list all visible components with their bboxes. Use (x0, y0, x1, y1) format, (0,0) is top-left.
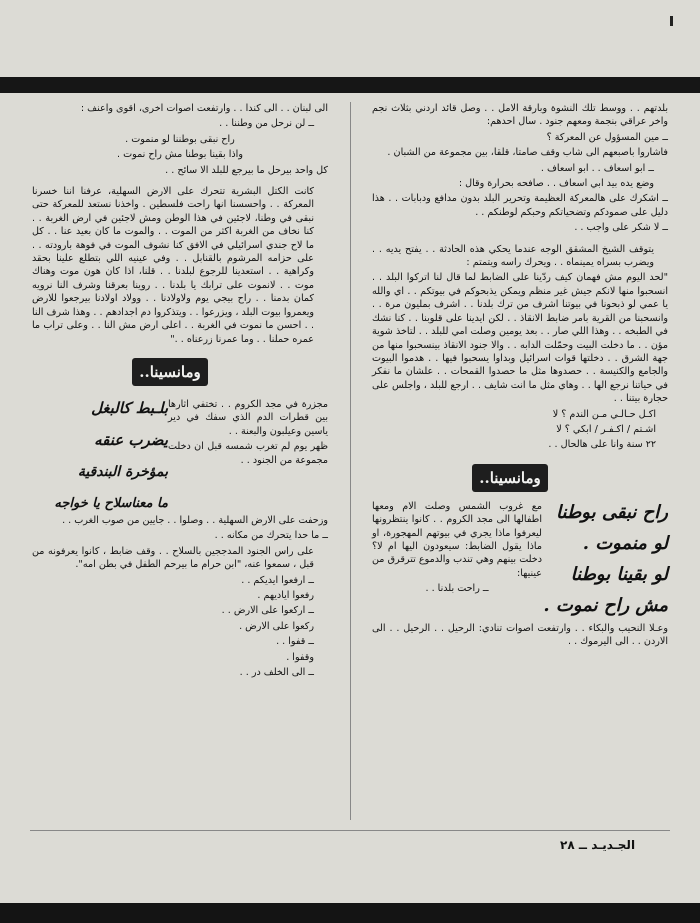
paragraph: وضع يده بيد ابي اسعاف . . صافحه بحرارة وقال : (458, 178, 654, 190)
paragraph: يتوقف الشيخ المشقق الوجه عندما يحكي هذه الحادثة . . يفتح يديه . . ويضرب بسراه يمينماه . . ويحرك راسه ويتمتم : (372, 243, 654, 269)
paragraph: مع غروب الشمس وصلت الام ومعها اطفالها الى مجد الكروم . . كانوا ينتظرونها ليعرفوا ماذا يجري في بيوتهم المهجورة، او ماذا يقول الضابط: سيعودون اليها ام لا؟ دخلت بينهم وهي تندب والدموع تترقرق من عينيها: (372, 500, 542, 579)
dialogue-line: ــ مين المسؤول عن المعركة ؟ (546, 131, 668, 143)
verse-line: اشـتم / اكـفـر / ابكي ؟ لا (556, 423, 656, 435)
slogan-line: ما معناسلاح يا خواجه (54, 495, 168, 511)
dialogue-line: ــ لن نرحل من وطننا . . (219, 118, 314, 130)
paragraph: وزحفت على الارض السهلية . . وصلوا . . جايين من صوب الغرب . . (62, 514, 328, 526)
slogan-stack (32, 398, 168, 514)
column-divider (350, 102, 351, 820)
footer-rule (30, 830, 670, 831)
slogan-line: بلـبط كالبغل (91, 398, 168, 417)
paragraph: الى لبنان . . الى كندا . . وارتفعت اصوات اخرى، اقوى واعنف : (80, 103, 328, 114)
corner-mark-icon (668, 16, 676, 26)
slogan-line: راح نبقى بوطنا (556, 501, 668, 523)
slogan-line: مش راح نموت . (543, 594, 668, 616)
right-tag-row (372, 458, 668, 500)
section-tag-banner: ومانسينا.. (472, 464, 548, 492)
dialogue-line: ــ قفوا . . (276, 636, 314, 648)
article-column-right (372, 102, 668, 651)
verse-line: واذا بقينا بوطنا مش راح نموت . (117, 149, 243, 161)
dialogue-line: رفعوا اياديهم . (257, 589, 314, 601)
dialogue-line: كل واحد بيرحل ما بيرجع للبلد الا سائح . . (165, 164, 328, 176)
dialogue-line: ــ اشكرك على هالمعركة العظيمة وتحرير البلد بدون مدافع ودبابات . . هذا دليل على صمودكم وتضحياتكم وحبكم لوطنكم . . (372, 193, 668, 218)
dialogue-line: ــ لا شكر على واجب . . (574, 222, 668, 234)
page-folio: الجـديـد ــ ٢٨ (560, 838, 636, 852)
verse-line: اكـل حـالـي مـن الندم ؟ لا (552, 408, 656, 420)
slogan-line: لو منموت . (582, 532, 668, 554)
paragraph: كانت الكتل البشرية تتحرك على الارض السهلية، عرفنا اننا خسرنا المعركة . . واحسسنا انها راحت فلسطين . واخذنا نستعد للمعركة حتى نبقى في وطنا، لاجئين في هذا الوطن ومش لاجئين في ارض الغربة . . كنا نخاف من الغربة اكثر من الموت . . والموت ما كان بعيد عنا . . كل ما لاح جندي اسرائيلي في الافق كنا نشوف الموت في فوهة بارودته . . على حزامه المرشوم بالقنابل . . وفي عينيه اللي بتطلع علينا بحقد وكراهية . . استعدينا للرجوع لبلدنا . . قلنا، اذا كان هون موت وهناك موت . . لانموت على ترابك يا بلدنا . . روينا بعرقنا وشرف النا نرويه كمان بدمنا . . راح بيجي يوم ولاولادنا . . وولاد اولادنا بيرجعوا للارض ويعمروا بيوت البلد ، ويزرعوا . . ويتذكروا دم اجدادهم . . وهذا شرف النا . . احسن ما نموت في الغربة . . اعلى ارض مش النا . . وعلى تراب ما عمره حملنا . . وما عمرنا زرعناه . ." (32, 186, 314, 345)
paragraph: وعـلا النحيب والبكاء . . وارتفعت اصوات تنادي: الرحيل . . الرحيل . . الى الاردن . . الى اليرموك . . (372, 622, 668, 648)
dialogue-line: ــ الى الخلف در . . (239, 666, 314, 678)
paragraph: مجزرة في مجد الكروم . . تختفي اثارها بين قطرات الدم الذي سفك في دير ياسين وعيلبون والبعنة . . (168, 398, 328, 437)
left-slogan-row (32, 398, 328, 514)
dialogue-line: ــ راحت بلدنا . . (425, 583, 489, 595)
dialogue-line: ــ ما حدا يتحرك من مكانه . . (214, 530, 328, 542)
slogan-stack (542, 500, 668, 618)
slogan-line: لو بقينا بوطنا (570, 563, 668, 585)
quoted-testimony: "لحد اليوم مش فهمان كيف ردّينا على الضابط لما قال لنا اتركوا البلد . . انسحبوا منها لانكم جيش غير منظم ويمكن يذبحوكم في بيوتكم . . اي والله يا عمي لو ذبحونا في بيوتنا اشرف من ترك بلدنا . . اشرف بمليون مرة . . وانسحبنا من القرية بامر ضابط الانقاذ . . لكن ايدينا على قلوبنا . . كنا نشك في الطبخه . . وهذا اللي صار . . بعد يومين وصلت امي للبلد . . لتاخذ شوية مؤن . . ما دخلت البيت وحمّلت الدابه . . والا جنود الانقاذ بينسحبوا منها من جهة الشرق . . دخلتها قوات اسرائيل وبداوا يسحبوا فيها . . هدموا البيوت والجامع والكنيسة . . حصدوها مثل ما حصدوا القمحات . . علشان ما نفكر في حياتنا نرجع الها . . وهاي مثل ما انت شايف . . ارجع للبلد ، واجلس على حجارة بيتنا . . (372, 272, 668, 405)
dialogue-line: ــ ابو اسعاف . . ابو اسعاف . (540, 162, 654, 174)
paragraph: بلدتهم . . ووسط تلك النشوة وبارقة الامل . . وصل قائد اردني بثلاث نجم واخر عراقي بنجمة ومعهم جنود . سال احدهم: (372, 103, 668, 128)
side-text (168, 398, 328, 469)
article-column-left (32, 102, 328, 681)
side-text (372, 500, 542, 598)
slogan-line: بمؤخرة البندقية (77, 463, 168, 480)
dialogue-line: ــ ارفعوا ايديكم . . (241, 574, 314, 586)
verse-line: راح نبقى بوطننا لو منموت . (125, 133, 235, 145)
slogan-line: يضرب عنقه (94, 430, 168, 449)
dialogue-line: ــ اركعوا على الارض . . (221, 605, 314, 617)
section-tag-banner: ومانسينا.. (132, 358, 208, 386)
dialogue-line: وقفوا . (286, 651, 314, 663)
header-black-band (0, 77, 700, 93)
dialogue-line: ركعوا على الارض . (239, 620, 314, 632)
verse-line: ٢٢ سنة وانا على هالحال . . (548, 439, 656, 451)
paragraph: ظهر يوم لم تغرب شمسه قبل ان دخلت مجموعة من الجنود . . (168, 441, 328, 466)
paragraph: على راس الجنود المدججين بالسلاح . . وقف ضابط ، كانوا يعرفونه من قبل ، سمعوا عنه، "ابن حرام ما بيرحم الطفل في بطن امه". (32, 545, 314, 571)
paragraph: فاشاروا باصبعهم الى شاب وقف صامتا، قلقا، بين مجموعة من الشبان . (387, 147, 668, 159)
bottom-black-band (0, 903, 700, 923)
right-slogan-block (372, 500, 668, 618)
